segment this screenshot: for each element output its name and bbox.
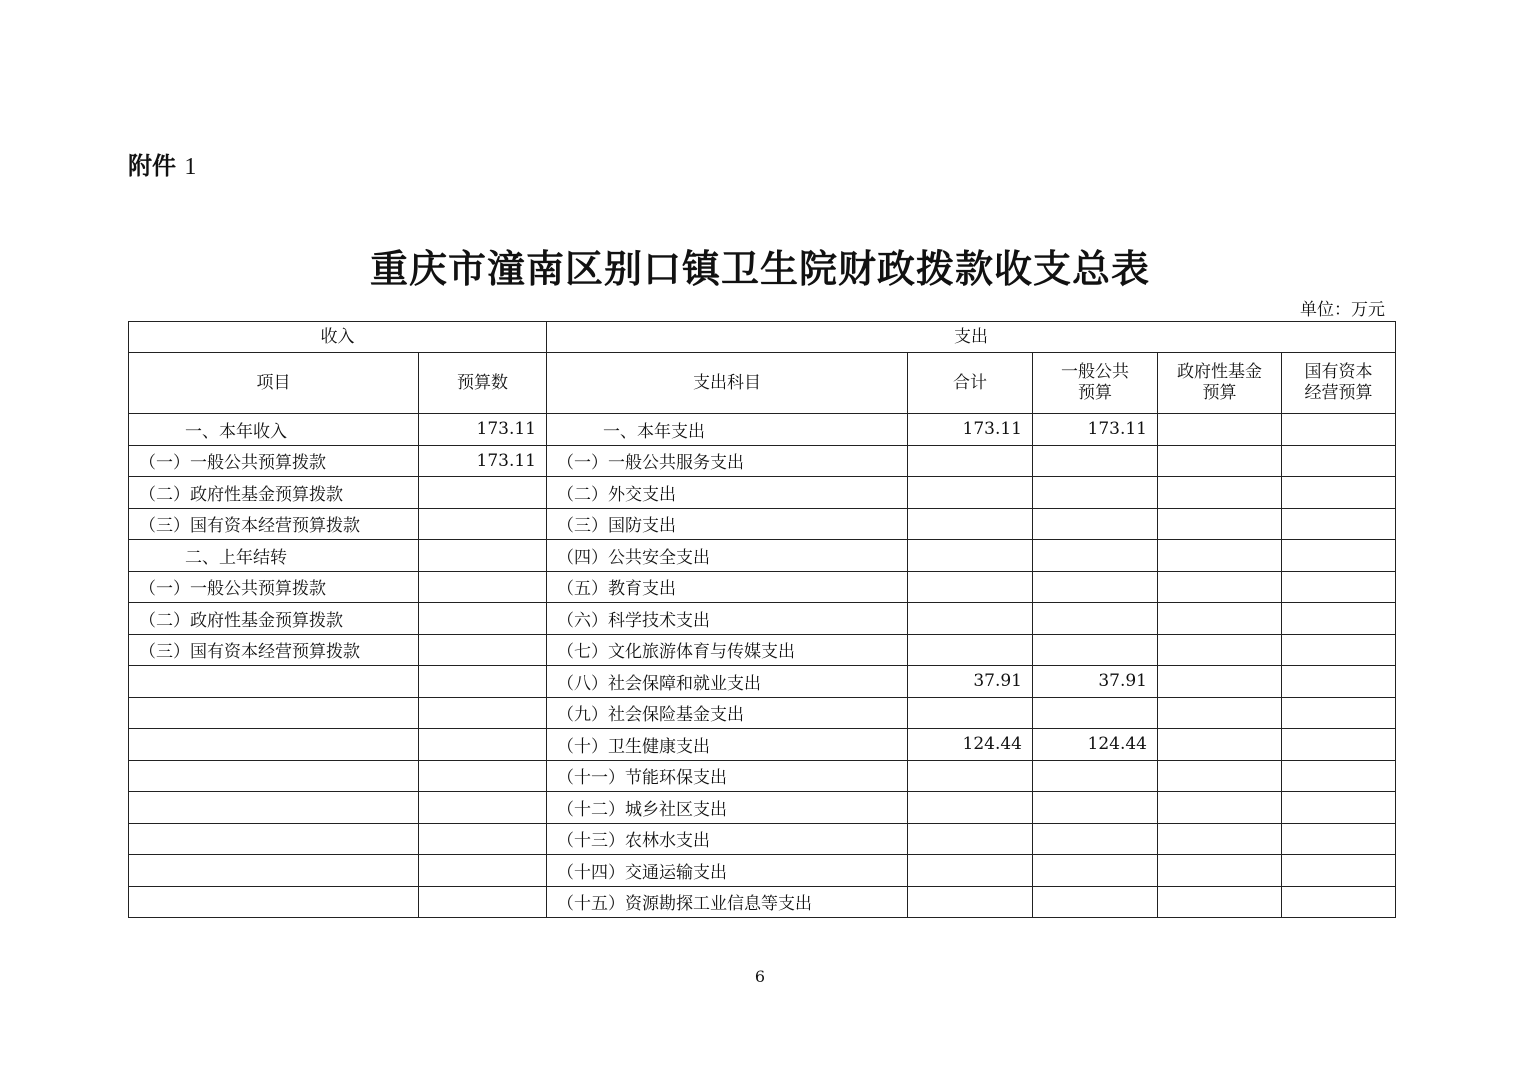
item-cell — [129, 792, 419, 824]
attachment-text: 附件 — [128, 152, 176, 180]
total-cell — [908, 571, 1033, 603]
capital-cell — [1282, 760, 1396, 792]
item-cell — [129, 855, 419, 887]
item-cell: （三）国有资本经营预算拨款 — [129, 508, 419, 540]
attachment-number: 1 — [184, 154, 197, 180]
subject-cell: （七）文化旅游体育与传媒支出 — [547, 634, 908, 666]
table-row — [129, 823, 1396, 855]
subject-cell: （五）教育支出 — [547, 571, 908, 603]
general-cell — [1033, 634, 1158, 666]
item-cell: （一）一般公共预算拨款 — [129, 571, 419, 603]
general-cell — [1033, 540, 1158, 572]
total-cell — [908, 855, 1033, 887]
expense-header: 支出 — [547, 322, 1396, 353]
item-cell: （一）一般公共预算拨款 — [129, 445, 419, 477]
state-capital-header-line1: 国有资本 — [1304, 362, 1373, 382]
general-cell: 124.44 — [1033, 729, 1158, 761]
general-cell — [1033, 823, 1158, 855]
subject-cell: （十二）城乡社区支出 — [547, 792, 908, 824]
subject-cell: （十一）节能环保支出 — [547, 760, 908, 792]
capital-cell — [1282, 445, 1396, 477]
item-header: 项目 — [129, 353, 419, 414]
subject-cell: （十四）交通运输支出 — [547, 855, 908, 887]
capital-cell — [1282, 697, 1396, 729]
capital-cell — [1282, 414, 1396, 446]
page-title: 重庆市潼南区别口镇卫生院财政拨款收支总表 — [369, 247, 1150, 291]
subject-cell: （六）科学技术支出 — [547, 603, 908, 635]
budget-cell — [419, 571, 547, 603]
capital-cell — [1282, 477, 1396, 509]
table-row — [129, 508, 1396, 540]
total-cell — [908, 508, 1033, 540]
column-header-row — [129, 353, 1396, 414]
subject-cell: （十三）农林水支出 — [547, 823, 908, 855]
fund-cell — [1158, 414, 1282, 446]
budget-header: 预算数 — [419, 353, 547, 414]
fund-cell — [1158, 729, 1282, 761]
budget-cell — [419, 634, 547, 666]
table-row — [129, 445, 1396, 477]
capital-cell — [1282, 603, 1396, 635]
table-row — [129, 792, 1396, 824]
budget-cell — [419, 666, 547, 698]
capital-cell — [1282, 666, 1396, 698]
general-cell: 173.11 — [1033, 414, 1158, 446]
subject-cell: （九）社会保险基金支出 — [547, 697, 908, 729]
item-cell: 一、本年收入 — [129, 414, 419, 446]
general-public-header-line1: 一般公共 — [1061, 362, 1129, 382]
item-cell — [129, 886, 419, 918]
table-row — [129, 855, 1396, 887]
general-cell — [1033, 855, 1158, 887]
total-cell — [908, 445, 1033, 477]
total-cell — [908, 886, 1033, 918]
capital-cell — [1282, 508, 1396, 540]
budget-cell — [419, 855, 547, 887]
item-cell: （二）政府性基金预算拨款 — [129, 603, 419, 635]
expense-subject-header: 支出科目 — [547, 353, 908, 414]
capital-cell — [1282, 792, 1396, 824]
capital-cell — [1282, 571, 1396, 603]
subject-cell: （二）外交支出 — [547, 477, 908, 509]
budget-cell: 173.11 — [419, 414, 547, 446]
subject-cell: （一）一般公共服务支出 — [547, 445, 908, 477]
subject-cell: （八）社会保障和就业支出 — [547, 666, 908, 698]
general-public-header — [1033, 353, 1158, 414]
budget-cell — [419, 886, 547, 918]
fund-cell — [1158, 760, 1282, 792]
fund-cell — [1158, 634, 1282, 666]
fund-cell — [1158, 823, 1282, 855]
table-row — [129, 886, 1396, 918]
subject-cell: （四）公共安全支出 — [547, 540, 908, 572]
budget-cell — [419, 697, 547, 729]
total-header: 合计 — [908, 353, 1033, 414]
capital-cell — [1282, 634, 1396, 666]
capital-cell — [1282, 886, 1396, 918]
general-cell — [1033, 760, 1158, 792]
subject-cell: （三）国防支出 — [547, 508, 908, 540]
table-row — [129, 540, 1396, 572]
fund-cell — [1158, 603, 1282, 635]
general-cell — [1033, 697, 1158, 729]
general-cell — [1033, 886, 1158, 918]
fund-cell — [1158, 540, 1282, 572]
budget-cell — [419, 729, 547, 761]
table-row — [129, 760, 1396, 792]
general-cell — [1033, 603, 1158, 635]
fund-cell — [1158, 886, 1282, 918]
fund-cell — [1158, 477, 1282, 509]
item-cell — [129, 697, 419, 729]
fund-cell — [1158, 855, 1282, 887]
budget-cell — [419, 477, 547, 509]
total-cell — [908, 634, 1033, 666]
total-cell — [908, 540, 1033, 572]
income-header: 收入 — [129, 322, 547, 353]
section-header-row — [129, 322, 1396, 353]
total-cell: 173.11 — [908, 414, 1033, 446]
budget-cell — [419, 508, 547, 540]
general-cell — [1033, 477, 1158, 509]
general-cell: 37.91 — [1033, 666, 1158, 698]
fund-cell — [1158, 697, 1282, 729]
item-cell: （二）政府性基金预算拨款 — [129, 477, 419, 509]
capital-cell — [1282, 855, 1396, 887]
item-cell — [129, 760, 419, 792]
fund-cell — [1158, 666, 1282, 698]
table-row — [129, 414, 1396, 446]
table-row — [129, 571, 1396, 603]
gov-fund-header-line2: 预算 — [1202, 383, 1237, 403]
state-capital-header-line2: 经营预算 — [1304, 383, 1373, 403]
gov-fund-header-line1: 政府性基金 — [1177, 362, 1262, 382]
budget-cell — [419, 760, 547, 792]
item-cell: 二、上年结转 — [129, 540, 419, 572]
total-cell: 124.44 — [908, 729, 1033, 761]
table-row — [129, 603, 1396, 635]
subject-cell: （十）卫生健康支出 — [547, 729, 908, 761]
item-cell — [129, 823, 419, 855]
general-cell — [1033, 508, 1158, 540]
unit-label: 单位：万元 — [1300, 300, 1385, 320]
total-cell: 37.91 — [908, 666, 1033, 698]
subject-cell: 一、本年支出 — [547, 414, 908, 446]
item-cell — [129, 729, 419, 761]
budget-cell — [419, 603, 547, 635]
general-cell — [1033, 792, 1158, 824]
fund-cell — [1158, 792, 1282, 824]
table-row — [129, 634, 1396, 666]
fund-cell — [1158, 571, 1282, 603]
total-cell — [908, 477, 1033, 509]
capital-cell — [1282, 729, 1396, 761]
budget-cell: 173.11 — [419, 445, 547, 477]
table-row — [129, 697, 1396, 729]
attachment-label — [128, 146, 196, 181]
subject-cell: （十五）资源勘探工业信息等支出 — [547, 886, 908, 918]
item-cell: （三）国有资本经营预算拨款 — [129, 634, 419, 666]
capital-cell — [1282, 823, 1396, 855]
table-row — [129, 729, 1396, 761]
general-cell — [1033, 571, 1158, 603]
table-row — [129, 477, 1396, 509]
capital-cell — [1282, 540, 1396, 572]
fund-cell — [1158, 445, 1282, 477]
total-cell — [908, 823, 1033, 855]
state-capital-header — [1282, 353, 1396, 414]
item-cell — [129, 666, 419, 698]
budget-cell — [419, 792, 547, 824]
total-cell — [908, 603, 1033, 635]
page-number: 6 — [754, 967, 766, 986]
total-cell — [908, 697, 1033, 729]
budget-table — [128, 321, 1396, 918]
total-cell — [908, 760, 1033, 792]
general-public-header-line2: 预算 — [1078, 383, 1112, 403]
general-cell — [1033, 445, 1158, 477]
table-row — [129, 666, 1396, 698]
budget-cell — [419, 823, 547, 855]
fund-cell — [1158, 508, 1282, 540]
gov-fund-header — [1158, 353, 1282, 414]
budget-cell — [419, 540, 547, 572]
total-cell — [908, 792, 1033, 824]
